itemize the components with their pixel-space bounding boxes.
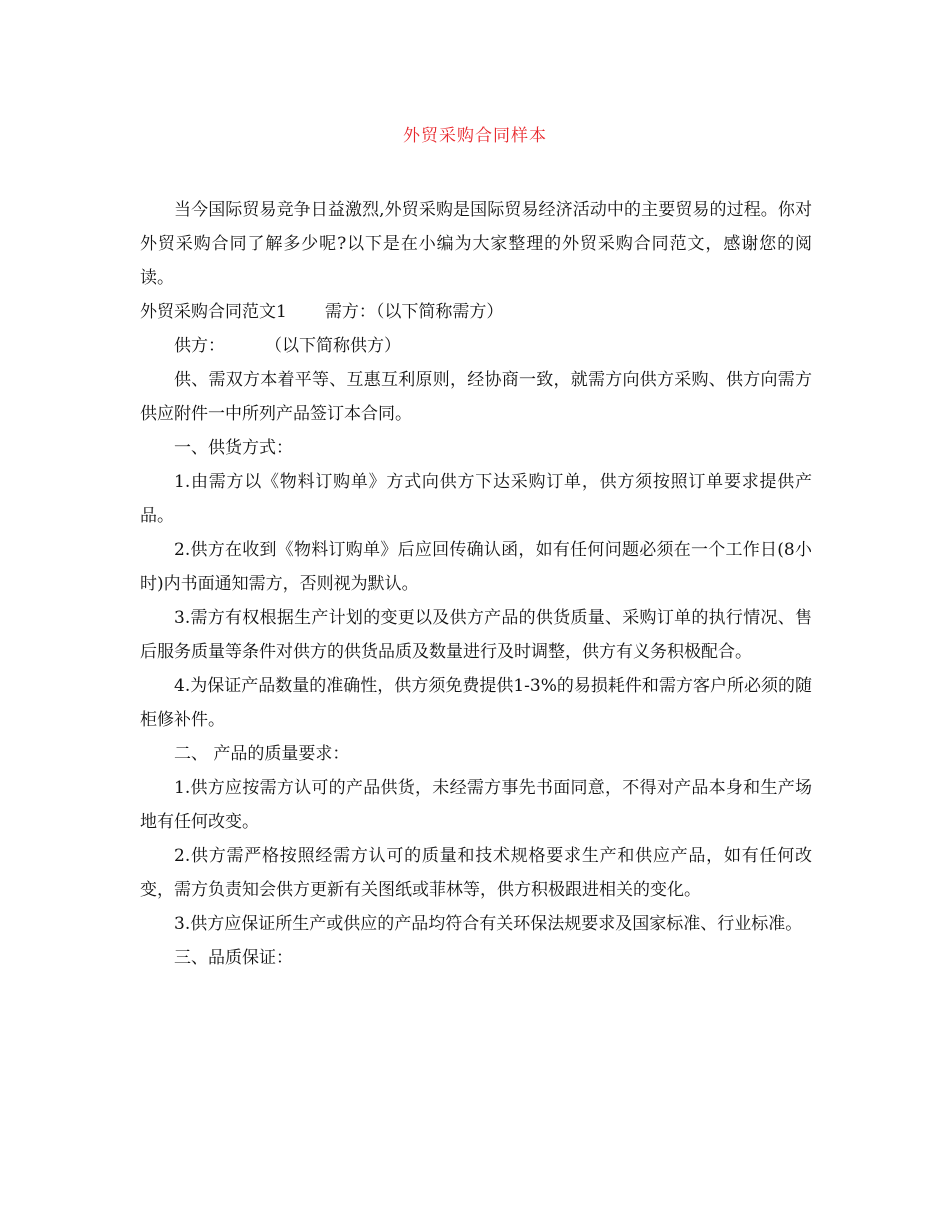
contract-sample-label: 外贸采购合同范文1 [140, 302, 287, 322]
clause-paragraph: 4.为保证产品数量的准确性，供方须免费提供1-3%的易损耗件和需方客户所必须的随柜修补件。 [140, 676, 812, 730]
buyer-label: 需方：（以下简称需方） [324, 302, 504, 322]
section-heading: 二、 产品的质量要求： [174, 744, 350, 764]
section-heading: 三、品质保证： [174, 948, 293, 968]
document-title: 外贸采购合同样本 [403, 126, 547, 146]
clause-paragraph: 3.供方应保证所生产或供应的产品均符合有关环保法规要求及国家标准、行业标准。 [174, 914, 803, 934]
clause-paragraph: 2.供方需严格按照经需方认可的质量和技术规格要求生产和供应产品，如有任何改变，需方负责知会供方更新有关图纸或菲林等，供方积极跟进相关的变化。 [140, 846, 812, 900]
section-heading: 一、供货方式： [174, 438, 293, 458]
supplier-label: 供方： [174, 336, 225, 356]
contract-heading-line [140, 295, 812, 329]
clause-paragraph: 3.需方有权根据生产计划的变更以及供方产品的供货质量、采购订单的执行情况、售后服务质量等条件对供方的供货品质及数量进行及时调整，供方有义务积极配合。 [140, 608, 812, 662]
document-body [140, 193, 812, 975]
clause-paragraph: 1.由需方以《物料订购单》方式向供方下达采购订单，供方须按照订单要求提供产品。 [140, 472, 812, 526]
clause-paragraph: 1.供方应按需方认可的产品供货，未经需方事先书面同意，不得对产品本身和生产场地有任何改变。 [140, 778, 812, 832]
supplier-note: （以下简称供方） [265, 336, 401, 356]
supplier-line [140, 329, 812, 363]
clause-paragraph: 2.供方在收到《物料订购单》后应回传确认函，如有任何问题必须在一个工作日(8小时)内书面通知需方，否则视为默认。 [140, 540, 812, 594]
preamble-paragraph: 供、需双方本着平等、互惠互利原则，经协商一致，就需方向供方采购、供方向需方供应附件一中所列产品签订本合同。 [140, 370, 812, 424]
intro-paragraph: 当今国际贸易竞争日益激烈,外贸采购是国际贸易经济活动中的主要贸易的过程。你对外贸采购合同了解多少呢?以下是在小编为大家整理的外贸采购合同范文，感谢您的阅读。 [140, 200, 812, 288]
